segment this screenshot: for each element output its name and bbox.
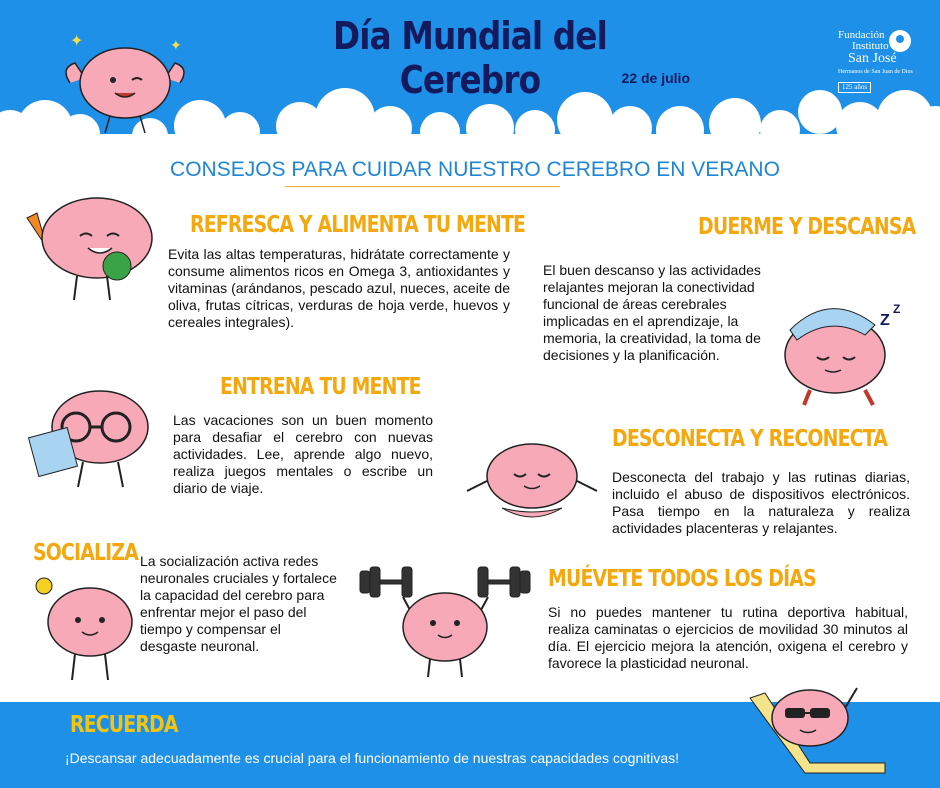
tip-title-desconecta: DESCONECTA Y RECONECTA <box>612 426 888 452</box>
logo-icon <box>888 28 912 54</box>
tip-text-socializa: La socialización activa redes neuronales cruciales y fortalece la capacidad del cerebro para enfrentar mejor el paso del tiempo y compensar el desgaste neuronal. <box>140 553 337 654</box>
logo-line-1: Fundación <box>838 29 885 41</box>
footer-text: ¡Descansar adecuadamente es crucial para el funcionamiento de nuestras capacidades cognitivas! <box>65 750 680 766</box>
footer-title: RECUERDA <box>70 712 178 738</box>
logo-line-4: Hermanos de San Juan de Dios <box>838 69 913 75</box>
sleeping-brain-icon <box>775 295 915 410</box>
svg-text:Z: Z <box>880 312 890 329</box>
tip-title-entrena: ENTRENA TU MENTE <box>220 374 421 400</box>
tip-text-muevete: Si no puedes mantener tu rutina deportiva habitual, realiza caminatas o ejercicios de movilidad 30 minutos al día. El ejercicio mejora la atención, oxigena el cerebro y favorece la plasticidad neuronal. <box>548 604 908 671</box>
svg-text:✦: ✦ <box>170 37 182 53</box>
tip-title-refresca: REFRESCA Y ALIMENTA TU MENTE <box>190 212 526 238</box>
tip-text-entrena: Las vacaciones son un buen momento para desafiar el cerebro con nuevas actividades. Lee, aprende algo nuevo, realiza juegos mentales o escribe un diario de viaje. <box>173 412 433 496</box>
subtitle-underline <box>285 186 560 187</box>
tip-text-refresca: Evita las altas temperaturas, hidrátate correctamente y consume alimentos ricos en Omega 3, antioxidantes y vitaminas (arándanos, pescado azul, nueces, aceite de oliva, frutas cítricas, verduras de hoja verde, huevos y cereales integrales). <box>168 246 510 330</box>
svg-text:Z: Z <box>893 302 901 316</box>
section-subtitle: CONSEJOS PARA CUIDAR NUESTRO CEREBRO EN VERANO <box>170 158 780 181</box>
tip-text-desconecta: Desconecta del trabajo y las rutinas diarias, incluido el abuso de dispositivos electrónicos. Pasa tiempo en la naturaleza y realiza actividades placenteras y relajantes. <box>612 469 910 536</box>
flexing-brain-icon <box>50 28 200 138</box>
tip-title-socializa: SOCIALIZA <box>33 540 138 566</box>
foundation-logo <box>838 30 928 94</box>
brain-with-carrot-icon <box>22 188 162 308</box>
sunbathing-brain-icon <box>745 678 895 778</box>
logo-line-5: 125 años <box>838 82 871 93</box>
reading-brain-icon <box>28 382 168 492</box>
tip-title-muevete: MUÉVETE TODOS LOS DÍAS <box>548 566 816 592</box>
logo-line-3: San José <box>848 51 897 66</box>
logo-line-2: Instituto <box>852 40 889 52</box>
idea-brain-icon <box>30 572 140 684</box>
meditating-brain-icon <box>462 436 602 526</box>
page-title: Día Mundial del Cerebro <box>333 14 607 102</box>
tip-text-duerme: El buen descanso y las actividades relajantes mejoran la conectividad funcional de áreas cerebrales implicadas en el aprendizaje, la memoria, la creatividad, la toma de decisiones y la planificación. <box>543 262 761 363</box>
dumbbell-brain-icon <box>358 565 533 680</box>
svg-text:✦: ✦ <box>70 33 84 50</box>
tip-title-duerme: DUERME Y DESCANSA <box>698 214 916 240</box>
event-date: 22 de julio <box>621 70 690 86</box>
